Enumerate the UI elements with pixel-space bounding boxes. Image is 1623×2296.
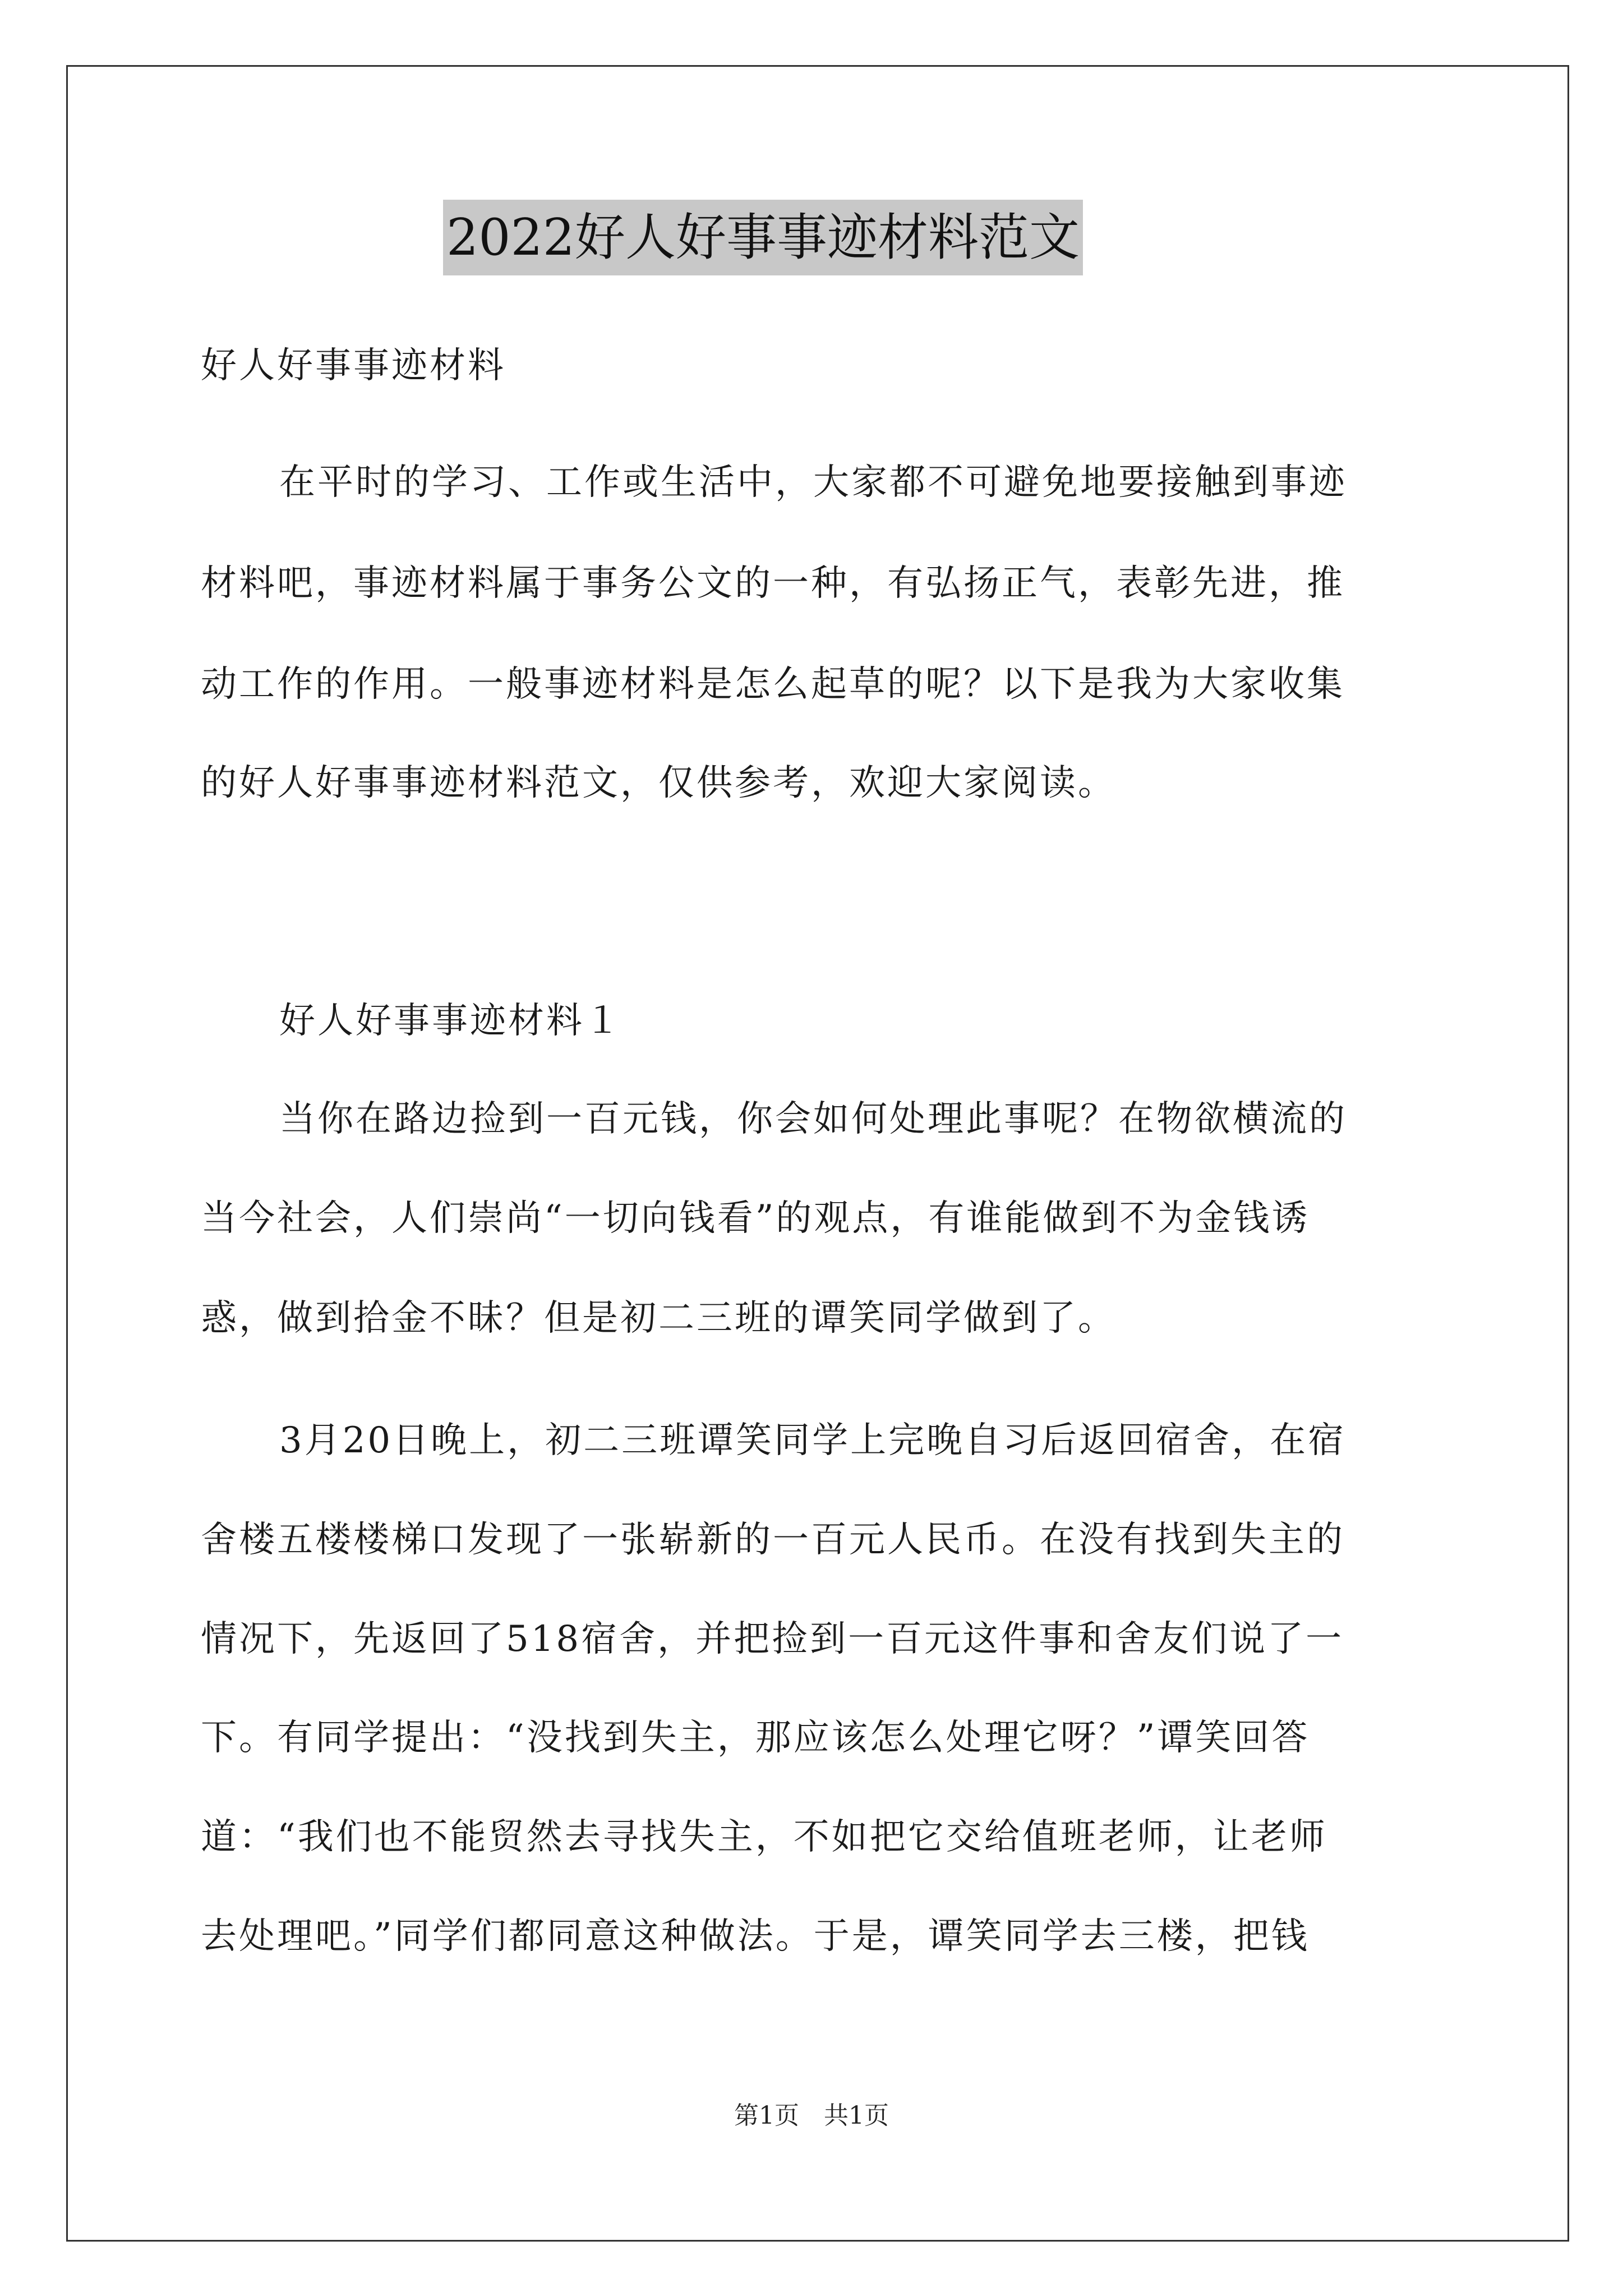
paragraph-line: 的好人好事事迹材料范文，仅供参考，欢迎大家阅读。	[201, 762, 1116, 804]
paragraph-line: 动工作的作用。一般事迹材料是怎么起草的呢？以下是我为大家收集	[201, 664, 1345, 705]
paragraph-line: 材料吧，事迹材料属于事务公文的一种，有弘扬正气，表彰先进，推	[201, 563, 1345, 604]
section-heading: 好人好事事迹材料	[201, 345, 506, 386]
paragraph-line: 惑，做到拾金不昧？但是初二三班的谭笑同学做到了。	[201, 1297, 1116, 1339]
document-title: 2022好人好事事迹材料范文	[443, 200, 1083, 275]
page-number-footer: 第1页 共1页	[734, 2101, 889, 2130]
paragraph-line: 情况下，先返回了518宿舍，并把捡到一百元这件事和舍友们说了一	[201, 1618, 1344, 1660]
paragraph-line: 在平时的学习、工作或生活中，大家都不可避免地要接触到事迹	[279, 462, 1347, 503]
paragraph-line: 3月20日晚上，初二三班谭笑同学上完晚自习后返回宿舍，在宿	[279, 1420, 1347, 1461]
subsection-heading: 好人好事事迹材料１	[279, 1000, 623, 1042]
paragraph-line: 舍楼五楼楼梯口发现了一张崭新的一百元人民币。在没有找到失主的	[201, 1519, 1345, 1561]
paragraph-line: 道：“我们也不能贸然去寻找失主，不如把它交给值班老师，让老师	[201, 1816, 1327, 1858]
paragraph-line: 当你在路边捡到一百元钱，你会如何处理此事呢？在物欲横流的	[279, 1098, 1347, 1140]
paragraph-line: 下。有同学提出：“没找到失主，那应该怎么处理它呀？”谭笑回答	[201, 1717, 1310, 1759]
paragraph-line: 去处理吧。”同学们都同意这种做法。于是，谭笑同学去三楼，把钱	[201, 1916, 1310, 1957]
paragraph-line: 当今社会，人们崇尚“一切向钱看”的观点，有谁能做到不为金钱诱	[201, 1198, 1310, 1239]
